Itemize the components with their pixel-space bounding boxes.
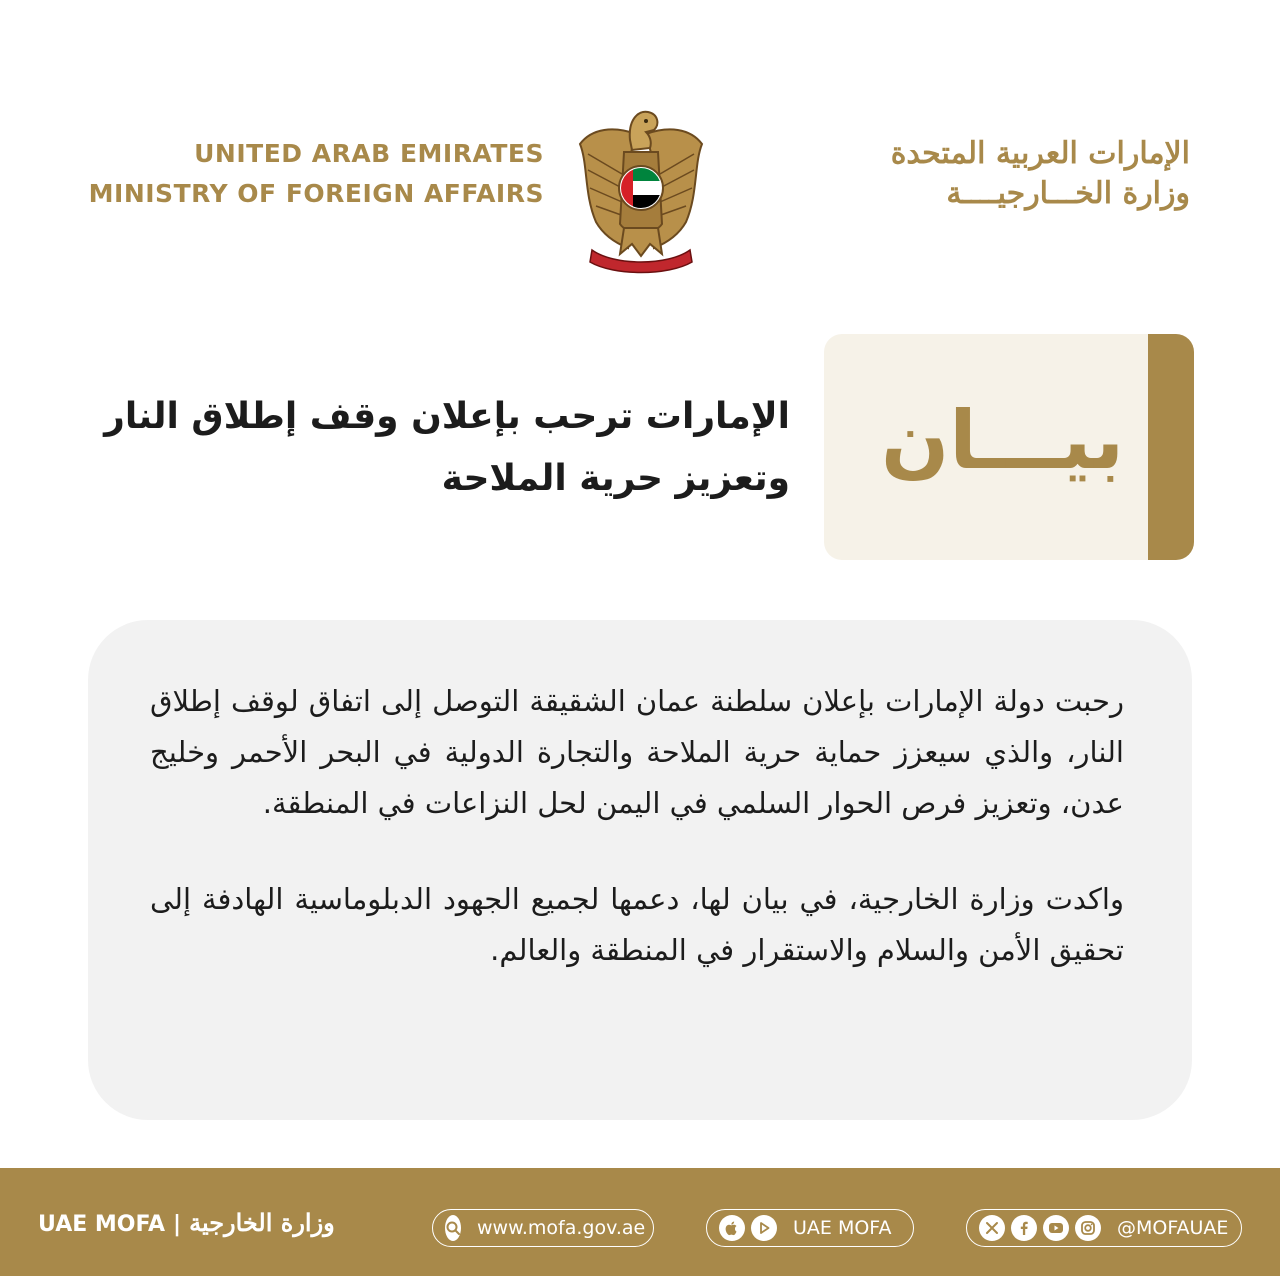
statement-body bbox=[150, 676, 1124, 976]
search-icon bbox=[445, 1215, 461, 1241]
header-english-title bbox=[89, 138, 544, 210]
title-line-2: وتعزيز حرية الملاحة bbox=[441, 458, 790, 499]
youtube-icon[interactable] bbox=[1043, 1215, 1069, 1241]
apps-label: UAE MOFA bbox=[793, 1217, 892, 1239]
footer-brand bbox=[38, 1208, 335, 1240]
x-icon[interactable] bbox=[979, 1215, 1005, 1241]
statement-badge bbox=[824, 334, 1194, 560]
falcon-emblem-icon bbox=[574, 104, 708, 274]
title-line-1: الإمارات ترحب بإعلان وقف إطلاق النار bbox=[104, 396, 790, 437]
page-title bbox=[100, 386, 790, 510]
social-links[interactable] bbox=[966, 1209, 1242, 1247]
website-link[interactable] bbox=[432, 1209, 654, 1247]
social-handle: @MOFAUAE bbox=[1117, 1217, 1229, 1239]
header-ministry-name-ar: وزارة الخـــارجيــــة bbox=[946, 176, 1190, 211]
app-store-links[interactable] bbox=[706, 1209, 914, 1247]
badge-label: بيـــان bbox=[880, 394, 1124, 487]
footer-brand-separator: | bbox=[173, 1212, 182, 1237]
apple-icon[interactable] bbox=[719, 1215, 745, 1241]
footer-brand-ar: وزارة الخارجية bbox=[189, 1208, 335, 1237]
instagram-icon[interactable] bbox=[1075, 1215, 1101, 1241]
header-country-name-ar: الإمارات العربية المتحدة bbox=[890, 136, 1190, 171]
footer-brand-en: UAE MOFA bbox=[38, 1212, 166, 1237]
facebook-icon[interactable] bbox=[1011, 1215, 1037, 1241]
body-paragraph-1: رحبت دولة الإمارات بإعلان سلطنة عمان الشقيقة التوصل إلى اتفاق لوقف إطلاق النار، والذي سيعزز حماية حرية الملاحة والتجارة الدولية في البحر الأحمر وخليج عدن، وتعزيز فرص الحوار السلمي في اليمن لحل النزاعات في المنطقة. bbox=[150, 684, 1124, 820]
body-paragraph-2: واكدت وزارة الخارجية، في بيان لها، دعمها لجميع الجهود الدبلوماسية الهادفة إلى تحقيق الأمن والسلام والاستقرار في المنطقة والعالم. bbox=[150, 882, 1124, 967]
header-arabic-title bbox=[740, 134, 1190, 214]
footer-bar bbox=[0, 1168, 1280, 1276]
website-url: www.mofa.gov.ae bbox=[477, 1217, 646, 1239]
header-ministry-name: MINISTRY OF FOREIGN AFFAIRS bbox=[88, 179, 544, 208]
play-store-icon[interactable] bbox=[751, 1215, 777, 1241]
badge-accent-bar bbox=[1148, 334, 1194, 560]
header-country-name: UNITED ARAB EMIRATES bbox=[194, 139, 544, 168]
